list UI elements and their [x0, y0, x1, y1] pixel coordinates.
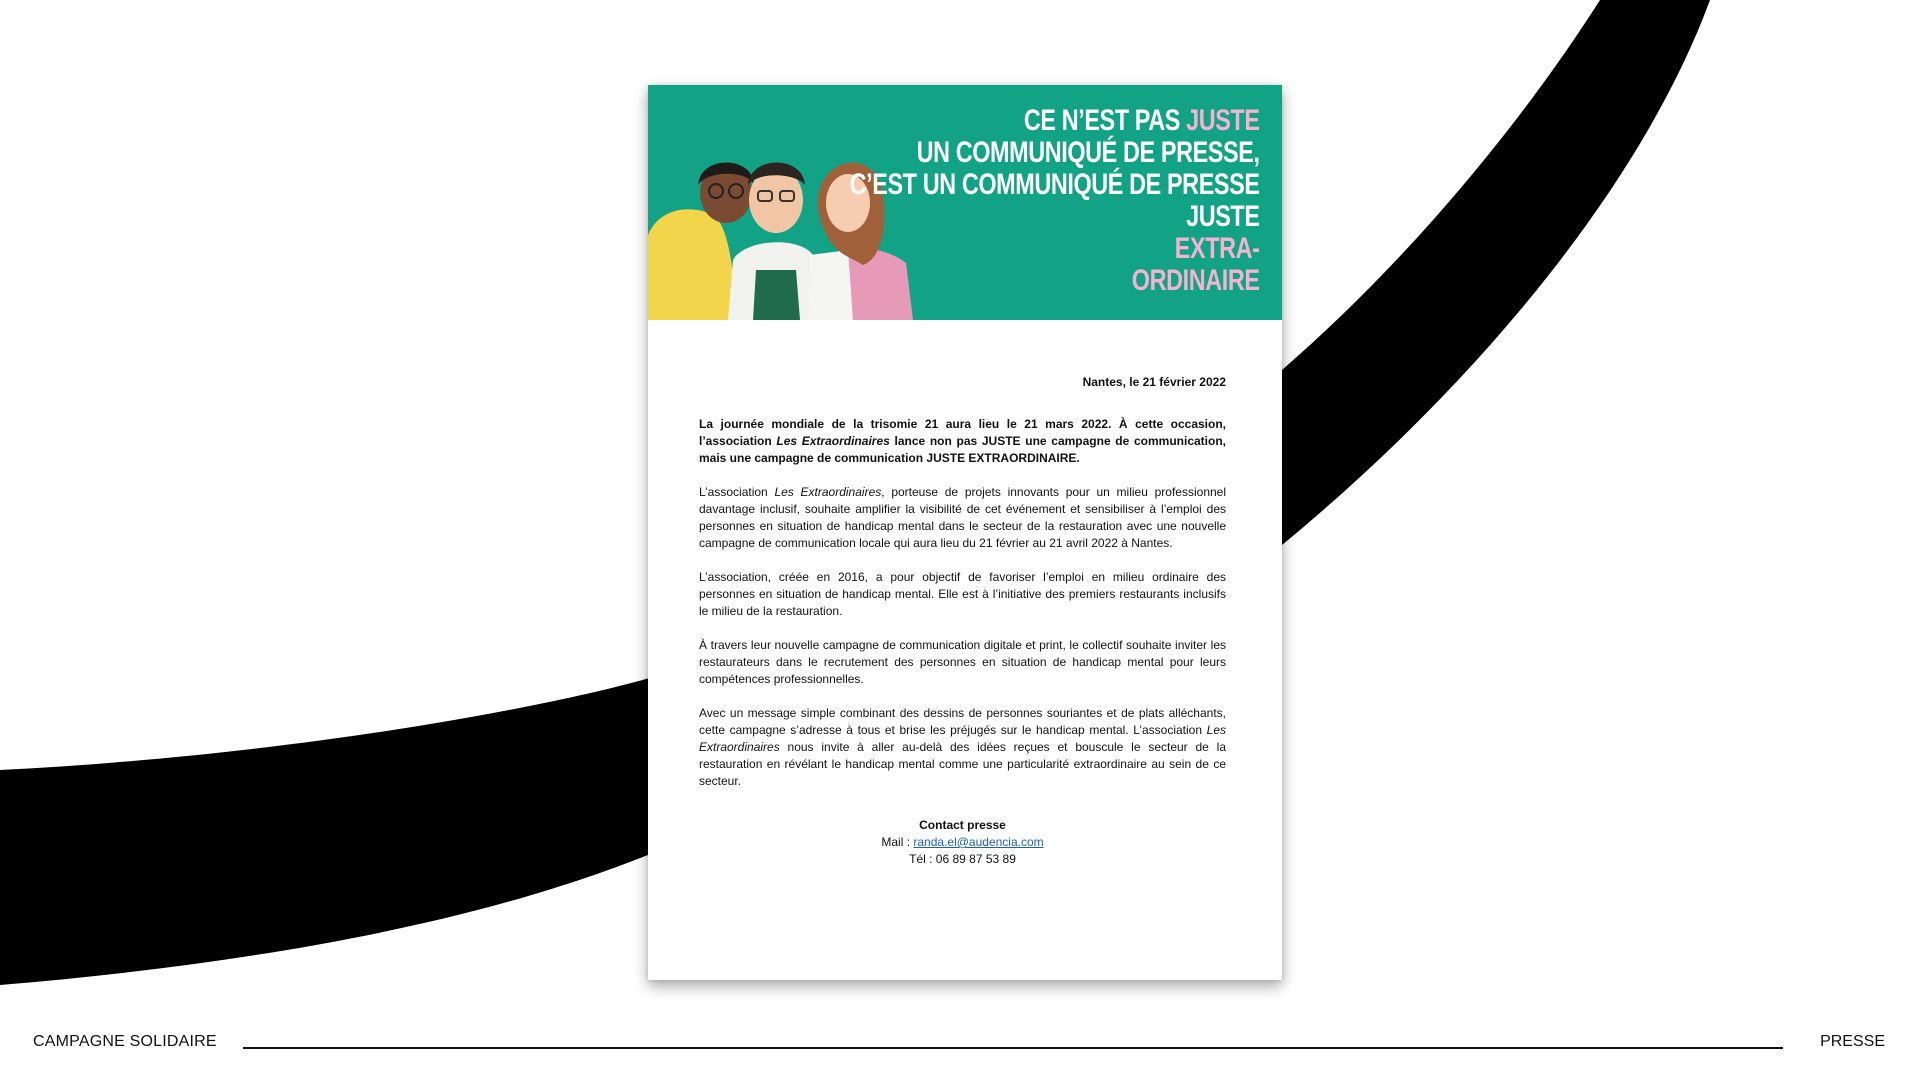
paragraph-2: L’association Les Extraordinaires, porteuse de projets innovants pour un milieu professionnel davantage inclusif, souhaite amplifier la visibilité de cet événement et sensibiliser à l’emploi des personnes en situation de handicap mental dans le secteur de la restauration avec une nouvelle campagne de communication locale qui aura lieu du 21 février au 21 avril 2022 à Nantes. [699, 485, 1227, 550]
headline-line-2: UN COMMUNIQUÉ DE PRESSE, [917, 136, 1260, 169]
footer-campaign-label: CAMPAGNE SOLIDAIRE [33, 1033, 217, 1050]
contact-title: Contact presse [919, 818, 1006, 832]
headline-line-3: C’EST UN COMMUNIQUÉ DE PRESSE [850, 168, 1260, 201]
footer-divider [243, 1047, 1783, 1049]
press-release-page [648, 85, 1282, 980]
paragraph-3: L’association, créée en 2016, a pour objectif de favoriser l’emploi en milieu ordinaire des personnes en situation de handicap mental. Elle est à l’initiative des premiers restaurants inclusifs le milieu de la restauration. [699, 570, 1226, 618]
footer-section-label: PRESSE [1820, 1033, 1885, 1050]
headline-line-6: ORDINAIRE [1132, 264, 1260, 297]
header-banner [648, 85, 1282, 320]
contact-email-link[interactable]: randa.el@audencia.com [913, 835, 1044, 849]
headline-line-1: CE N’EST PAS JUSTE [1024, 104, 1260, 137]
document-date: Nantes, le 21 février 2022 [1082, 375, 1226, 389]
headline-line-4: JUSTE [1186, 200, 1260, 233]
document-body [699, 375, 1226, 868]
paragraph-4: À travers leur nouvelle campagne de communication digitale et print, le collectif souhaite inviter les restaurateurs dans le recrutement des personnes en situation de handicap mental pour leurs compétences professionnelles. [699, 638, 1226, 686]
headline-line-5: EXTRA- [1175, 232, 1260, 265]
contact-phone: Tél : 06 89 87 53 89 [909, 852, 1016, 866]
lead-paragraph: La journée mondiale de la trisomie 21 aura lieu le 21 mars 2022. À cette occasion, l’association Les Extraordinaires lance non pas JUSTE une campagne de communication, mais une campagne de communication JUSTE EXTRAORDINAIRE. [699, 417, 1227, 465]
banner-headline [850, 105, 1260, 297]
press-contact [699, 817, 1226, 868]
paragraph-5: Avec un message simple combinant des dessins de personnes souriantes et de plats alléchants, cette campagne s’adresse à tous et brise les préjugés sur le handicap mental. L’association Les Extraordinaires nous invite à aller au-delà des idées reçues et bouscule le secteur de la restauration en révélant le handicap mental comme une particularité extraordinaire au sein de ce secteur. [699, 706, 1226, 788]
contact-mail: Mail : randa.el@audencia.com [881, 835, 1044, 849]
